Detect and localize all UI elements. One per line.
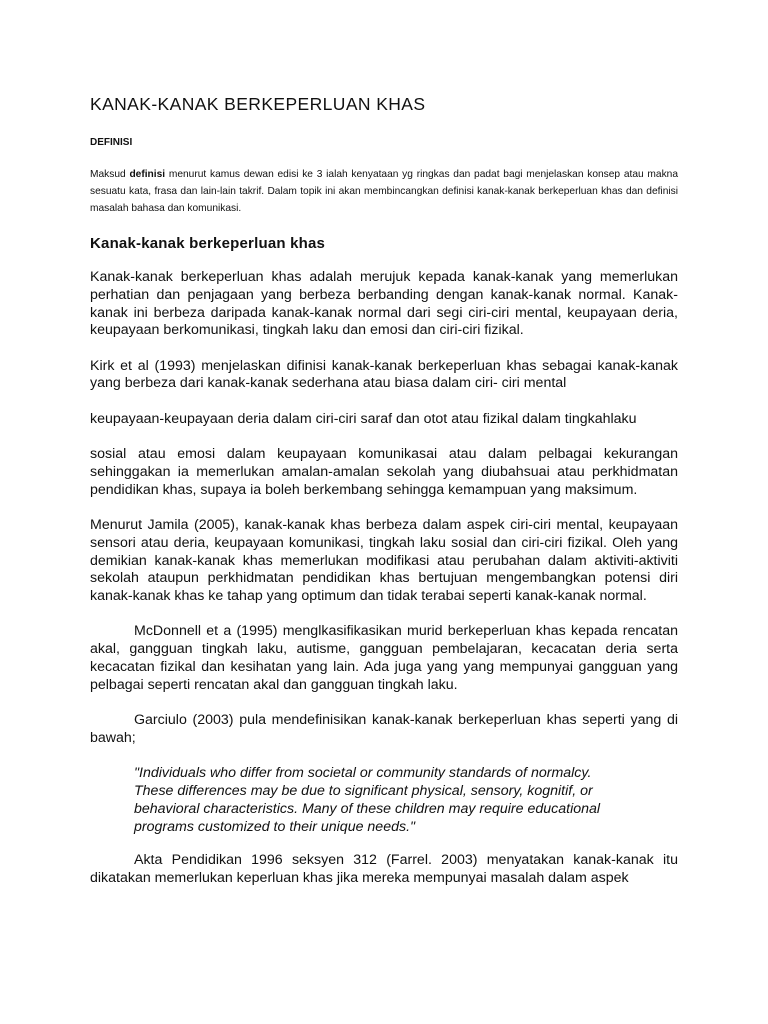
section-label: DEFINISI — [90, 137, 133, 148]
paragraph: keupayaan-keupayaan deria dalam ciri-ciri saraf dan otot atau fizikal dalam tingkahlaku — [90, 410, 637, 427]
document-content — [90, 94, 678, 906]
paragraph: Kanak-kanak berkeperluan khas adalah merujuk kepada kanak-kanak yang memerlukan perhatian dan penjagaan yang berbeza berbanding dengan kanak-kanak normal. Kanak-kanak ini berbeza daripada kanak-kanak normal dari segi ciri-ciri mental, keupayaan deria, keupayaan berkomunikasi, tingkah laku dan emosi dan ciri-ciri fizikal. — [90, 269, 678, 339]
subheading: Kanak-kanak berkeperluan khas — [90, 235, 326, 252]
paragraph: sosial atau emosi dalam keupayaan komunikasai atau dalam pelbagai kekurangan sehinggakan ia memerlukan amalan-amalan sekolah yang diubahsuai atau perkhidmatan pendidikan khas, supaya ia boleh berkembang sehingga kemampuan yang maksimum. — [90, 446, 678, 498]
block-quote: "Individuals who differ from societal or community standards of normalcy. These differences may be due to significant physical, sensory, kognitif, or behavioral characteristics. Many of these children may require educational programs customized to their unique needs." — [134, 765, 601, 835]
paragraph: Garciulo (2003) pula mendefinisikan kanak-kanak berkeperluan khas seperti yang di bawah; — [90, 712, 678, 746]
document-title: KANAK-KANAK BERKEPERLUAN KHAS — [90, 94, 426, 114]
intro-after: menurut kamus dewan edisi ke 3 ialah kenyataan yg ringkas dan padat bagi menjelaskan konsep atau makna sesuatu kata, frasa dan lain-lain takrif. Dalam topik ini akan membincangkan definisi kanak-kanak berkeperluan khas dan definisi masalah bahasa dan komunikasi. — [90, 169, 678, 214]
intro-before: Maksud — [90, 169, 130, 180]
paragraph: Menurut Jamila (2005), kanak-kanak khas berbeza dalam aspek ciri-ciri mental, keupayaan sensori atau deria, keupayaan komunikasi, tingkah laku sosial dan ciri-ciri fizikal. Oleh yang demikian kanak-kanak khas memerlukan modifikasi atau perubahan dalam aktiviti-aktiviti sekolah ataupun perkhidmatan pendidikan khas bertujuan mengembangkan potensi diri kanak-kanak khas ke tahap yang optimum dan tidak terabai seperti kanak-kanak normal. — [90, 516, 678, 605]
closing-paragraph: Akta Pendidikan 1996 seksyen 312 (Farrel. 2003) menyatakan kanak-kanak itu dikatakan memerlukan keperluan khas jika mereka mempunyai masalah dalam aspek — [90, 852, 678, 887]
paragraph: McDonnell et a (1995) menglkasifikasikan murid berkeperluan khas kepada rencatan akal, gangguan tingkah laku, autisme, gangguan pembelajaran, kecacatan deria serta kecacatan fizikal dan kesihatan yang lain. Ada juga yang yang mempunyai gangguan yang pelbagai seperti rencatan akal dan gangguan tingkah laku. — [90, 623, 678, 693]
intro-paragraph — [90, 166, 678, 217]
paragraph: Kirk et al (1993) menjelaskan difinisi kanak-kanak berkeperluan khas sebagai kanak-kanak yang berbeza dari kanak-kanak sederhana atau biasa dalam ciri- ciri mental — [90, 357, 678, 392]
intro-bold-term: definisi — [129, 169, 166, 180]
